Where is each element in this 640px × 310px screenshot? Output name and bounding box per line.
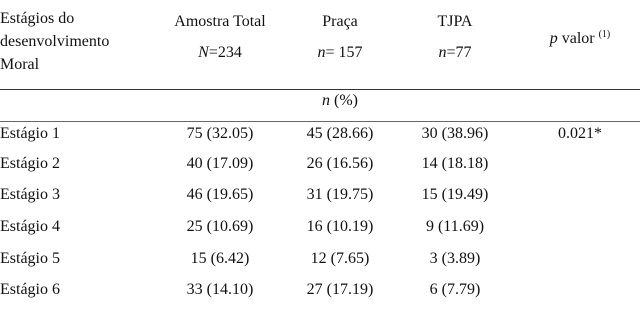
header-tjpa-n-label: n [438,44,447,61]
unit-pct: (%) [330,92,358,109]
cell-tjpa: 30 (38.96) [421,125,489,142]
cell-praca: 16 (10.19) [306,218,374,235]
header-total-n-label: N [198,44,209,61]
cell-tjpa: 3 (3.89) [429,250,481,267]
header-total-n-value: =234 [208,44,242,61]
header-praca-n-value: = 157 [325,44,363,61]
header-stages-line3: Moral [0,56,40,73]
unit-row [260,92,420,110]
table-row [0,186,640,212]
cell-p: 0.021* [558,125,602,142]
cell-praca: 31 (19.75) [306,186,374,203]
table-row [0,125,640,151]
cell-total: 33 (14.10) [186,281,254,298]
cell-total: 15 (6.42) [190,250,250,267]
unit-n: n [322,92,330,109]
header-tjpa [385,13,525,63]
header-stages [0,7,140,76]
header-praca-title: Praça [322,13,358,30]
header-p-label: p [549,30,558,47]
cell-stage: Estágio 6 [0,281,60,298]
cell-tjpa: 14 (18.18) [421,155,489,172]
header-tjpa-title: TJPA [437,13,473,30]
cell-tjpa: 6 (7.79) [429,281,481,298]
header-stages-line2: desenvolvimento [0,33,110,50]
cell-stage: Estágio 4 [0,218,60,235]
cell-praca: 26 (16.56) [306,155,374,172]
table-row [0,281,640,307]
cell-total: 25 (10.69) [186,218,254,235]
header-tjpa-n [385,44,525,62]
header-tjpa-n-value: =77 [446,44,472,61]
cell-stage: Estágio 2 [0,155,60,172]
cell-praca: 12 (7.65) [310,250,370,267]
cell-total: 40 (17.09) [186,155,254,172]
cell-praca: 27 (17.19) [306,281,374,298]
table-row [0,250,640,276]
cell-praca: 45 (28.66) [306,125,374,142]
header-praca-n-label: n [317,44,326,61]
header-total-title: Amostra Total [174,13,266,30]
header-stages-line1: Estágios do [0,10,75,27]
cell-stage: Estágio 1 [0,125,60,142]
cell-stage: Estágio 5 [0,250,60,267]
cell-total: 46 (19.65) [186,186,254,203]
cell-total: 75 (32.05) [186,125,254,142]
cell-tjpa: 9 (11.69) [425,218,485,235]
table-row [0,155,640,181]
cell-stage: Estágio 3 [0,186,60,203]
table-row [0,218,640,244]
header-p-value [520,29,640,48]
unit-rule [0,121,640,122]
cell-tjpa: 15 (19.49) [421,186,489,203]
header-p-footnote: (1) [598,29,611,40]
header-p-text: valor [557,30,599,47]
header-rule [0,89,640,90]
